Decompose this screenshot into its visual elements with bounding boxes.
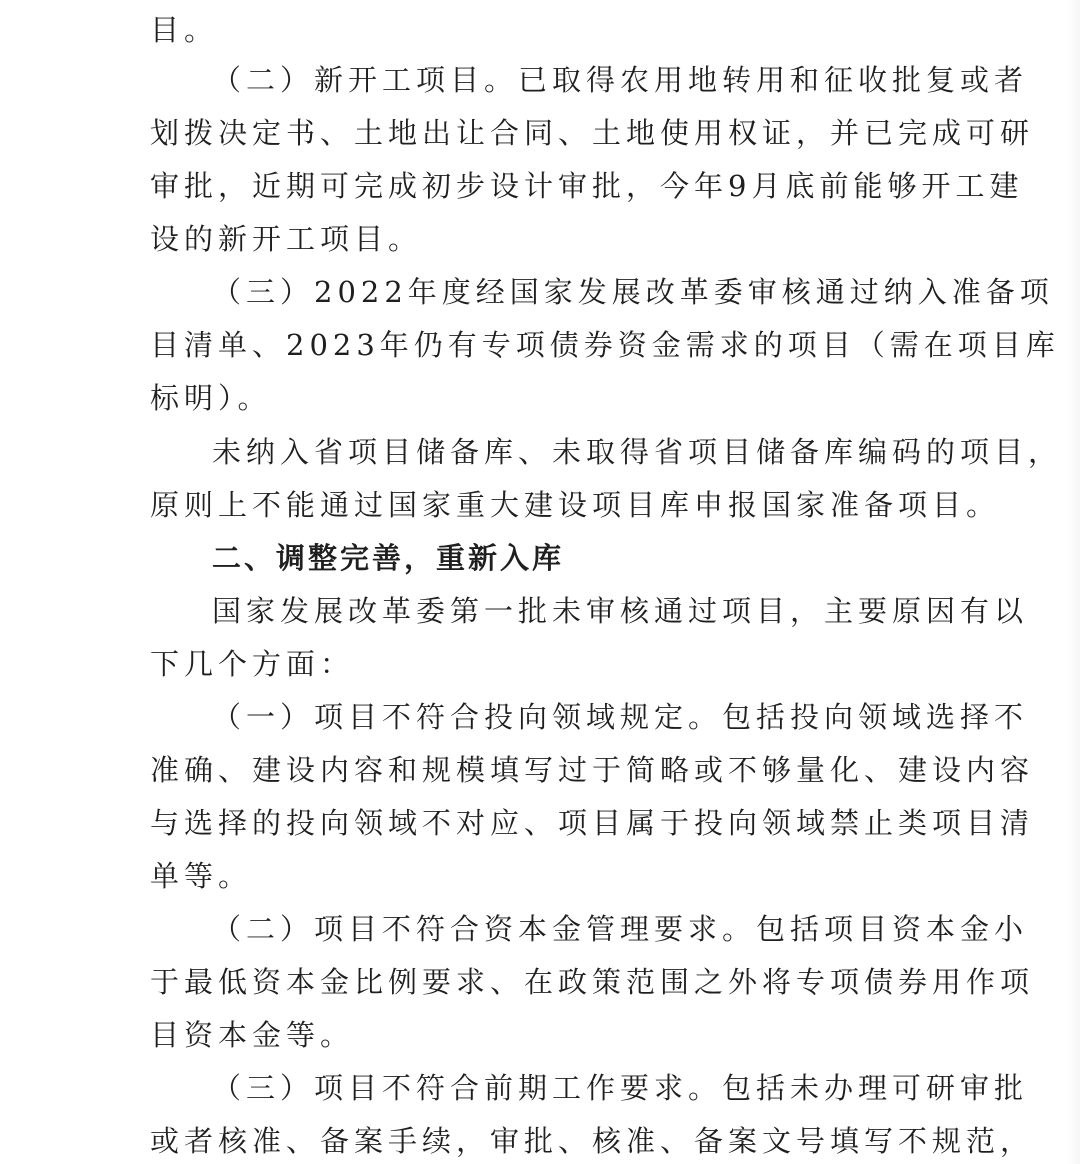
text-line: 或者核准、备案手续，审批、核准、备案文号填写不规范，: [150, 1124, 1035, 1158]
paragraph-reason-1: （一）项目不符合投向领域规定。包括投向领域选择不: [212, 700, 1029, 734]
text-line: 目资本金等。: [150, 1018, 355, 1052]
text-line: 目清单、2023年仍有专项债券资金需求的项目（需在项目库: [150, 328, 1060, 362]
paragraph-main-reasons: 国家发展改革委第一批未审核通过项目，主要原因有以: [212, 594, 1029, 628]
text-line: 与选择的投向领域不对应、项目属于投向领域禁止类项目清: [150, 806, 1035, 840]
text-line: 单等。: [150, 859, 253, 893]
paragraph-reason-3: （三）项目不符合前期工作要求。包括未办理可研审批: [212, 1071, 1029, 1105]
paragraph-not-included: 未纳入省项目储备库、未取得省项目储备库编码的项目，: [212, 435, 1063, 469]
text-line: 审批，近期可完成初步设计审批，今年9月底前能够开工建: [150, 169, 1024, 203]
section-heading: 二、调整完善，重新入库: [212, 541, 565, 575]
text-line: 下几个方面：: [150, 647, 355, 681]
paragraph-reason-2: （二）项目不符合资本金管理要求。包括项目资本金小: [212, 912, 1029, 946]
text-line: 标明）。: [150, 381, 272, 415]
paragraph-reserve-projects: （三）2022年度经国家发展改革委审核通过纳入准备项: [212, 275, 1054, 309]
text-line: 设的新开工项目。: [150, 222, 423, 256]
text-line: 于最低资本金比例要求、在政策范围之外将专项债券用作项: [150, 965, 1035, 999]
paragraph-new-projects: （二）新开工项目。已取得农用地转用和征收批复或者: [212, 63, 1029, 97]
text-line: 目。: [150, 13, 219, 47]
text-line: 准确、建设内容和规模填写过于简略或不够量化、建设内容: [150, 753, 1035, 787]
page-edge-shadow: [1066, 0, 1080, 1164]
text-line: 划拨决定书、土地出让合同、土地使用权证，并已完成可研: [150, 116, 1035, 150]
text-line: 原则上不能通过国家重大建设项目库申报国家准备项目。: [150, 488, 1001, 522]
